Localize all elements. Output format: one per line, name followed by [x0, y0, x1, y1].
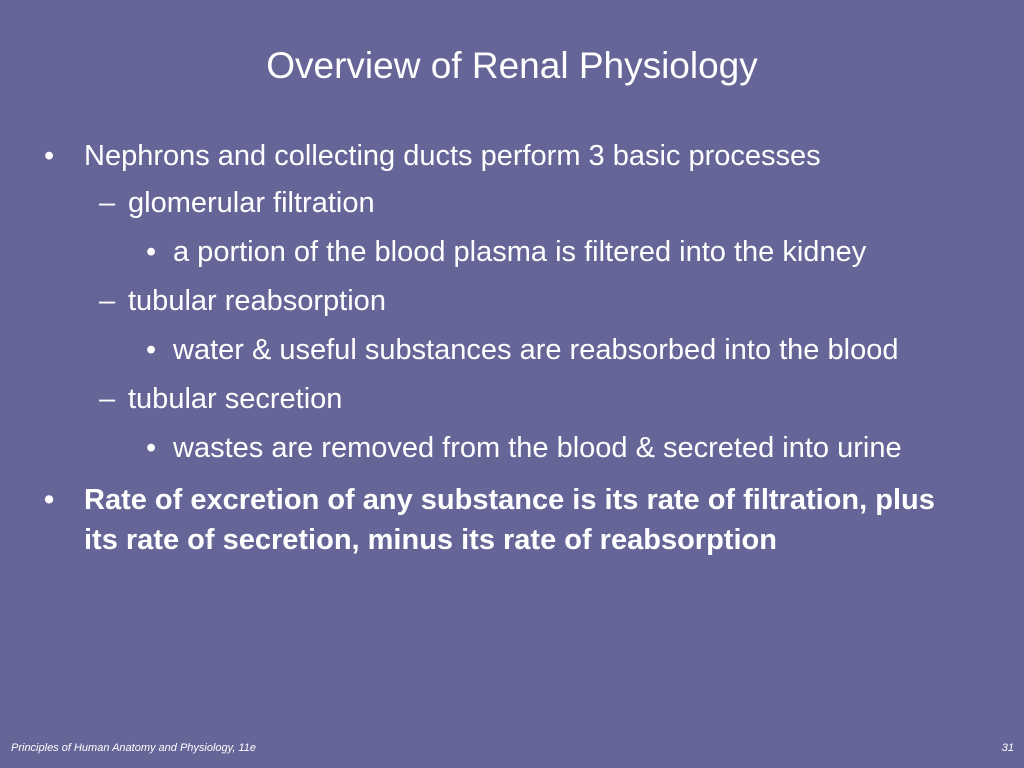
slide-body — [44, 136, 974, 567]
bullet-dash: – — [99, 187, 116, 219]
detail-text: wastes are removed from the blood & secreted into urine — [173, 432, 902, 464]
footer-source: Principles of Human Anatomy and Physiology, 11e — [11, 742, 256, 754]
detail-item-secretion — [44, 428, 974, 468]
subbullet-text: tubular secretion — [128, 383, 343, 415]
detail-item-filtration — [44, 232, 974, 272]
bullet-dot: • — [146, 432, 157, 464]
detail-item-reabsorption — [44, 330, 974, 370]
bullet-dot: • — [146, 334, 157, 366]
bullet-item-excretion-rate — [44, 480, 974, 560]
bullet-dot: • — [44, 484, 55, 516]
bullet-dot: • — [146, 236, 157, 268]
detail-text: a portion of the blood plasma is filtered into the kidney — [173, 236, 867, 268]
bullet-dash: – — [99, 285, 116, 317]
slide-title: Overview of Renal Physiology — [266, 45, 758, 86]
bullet-text: Rate of excretion of any substance is its rate of filtration, plus its rate of secretion, minus its rate of reabsorption — [84, 484, 935, 556]
bullet-item-processes — [44, 136, 974, 176]
page-number: 31 — [1001, 742, 1014, 754]
subbullet-item-secretion — [44, 379, 974, 419]
subbullet-text: glomerular filtration — [128, 187, 375, 219]
bullet-dash: – — [99, 383, 116, 415]
bullet-dot: • — [44, 140, 55, 172]
subbullet-item-reabsorption — [44, 281, 974, 321]
bullet-text: Nephrons and collecting ducts perform 3 basic processes — [84, 140, 821, 172]
subbullet-text: tubular reabsorption — [128, 285, 386, 317]
detail-text: water & useful substances are reabsorbed into the blood — [173, 334, 899, 366]
subbullet-item-filtration — [44, 183, 974, 223]
